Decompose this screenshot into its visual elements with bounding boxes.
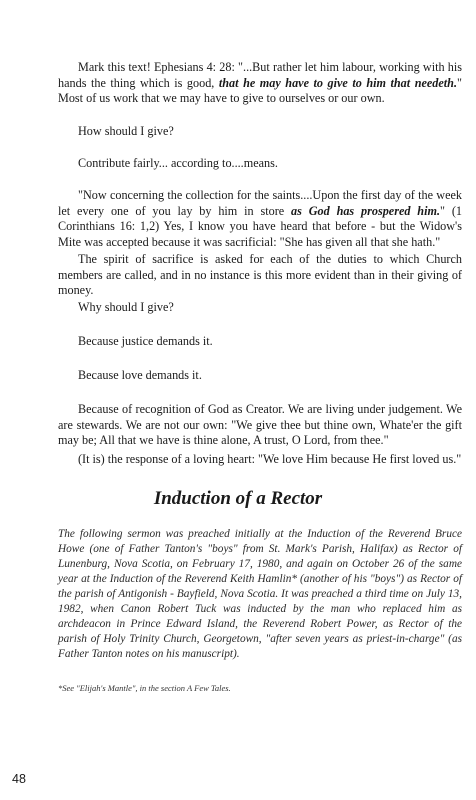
paragraph-ephesians [58, 60, 462, 107]
paragraph-text: " Most of us work that we may have to give to ourselves or our own. [58, 75, 462, 105]
emphasized-quote: as God has prospered him. [291, 203, 441, 218]
paragraph-creator: Because of recognition of God as Creator. We are living under judgement. We are stewards. We are not our own: "We give thee but thine own, Whate'er the gift may be; All that we have is thine alone, A trust, O Lord, from thee." [58, 402, 462, 447]
paragraph-text: " (1 Corinthians 16: 1,2) Yes, I know you have heard that before - but the Widow's Mite was accepted because it was sacrificial: "She has given all that she hath." [58, 203, 462, 249]
paragraph-corinthians [58, 188, 462, 250]
sermon-intro: The following sermon was preached initially at the Induction of the Reverend Bruce Howe (one of Father Tanton's "boys" from St. Mark's Parish, Halifax) as Rector of Lunenburg, Nova Scotia, on February 17, 1980, and again on October 26 of the same year at the Induction of the Reverend Keith Hamlin* (another of his "boys") as Rector of the parish of Antigonish - Bayfield, Nova Scotia. It was preached a third time on July 13, 1982, when Canon Robert Tuck was inducted by the man who replaced him as archdeacon in Prince Edward Island, the Reverend Robert Power, as Rector of the parish of Holy Trinity Church, Georgetown, "after seven years as priest-in-charge" (as Father Tanton notes on his manuscript). [58, 528, 462, 660]
footnote: *See "Elijah's Mantle", in the section A Few Tales. [58, 683, 231, 693]
emphasized-quote: that he may have to give to him that needeth. [218, 75, 458, 90]
paragraph-contribute: Contribute fairly... according to....means. [78, 156, 278, 170]
question-why-give: Why should I give? [78, 300, 174, 314]
section-title: Induction of a Rector [153, 488, 323, 509]
paragraph-text: "Now concerning the collection for the saints....Upon the first day of the week let every one of you lay by him in store [58, 188, 462, 218]
answer-justice: Because justice demands it. [78, 334, 213, 348]
paragraph-sacrifice: The spirit of sacrifice is asked for each of the duties to which Church members are called, and in no instance is this more evident than in their giving of money. [58, 252, 462, 297]
question-how-give: How should I give? [78, 124, 174, 138]
page-number: 48 [12, 772, 26, 786]
answer-love: Because love demands it. [78, 368, 202, 382]
paragraph-loving-heart: (It is) the response of a loving heart: "We love Him because He first loved us." [78, 452, 462, 466]
paragraph-text: Mark this text! Ephesians 4: 28: "...But rather let him labour, working with his hands the thing which is good, [58, 60, 462, 90]
